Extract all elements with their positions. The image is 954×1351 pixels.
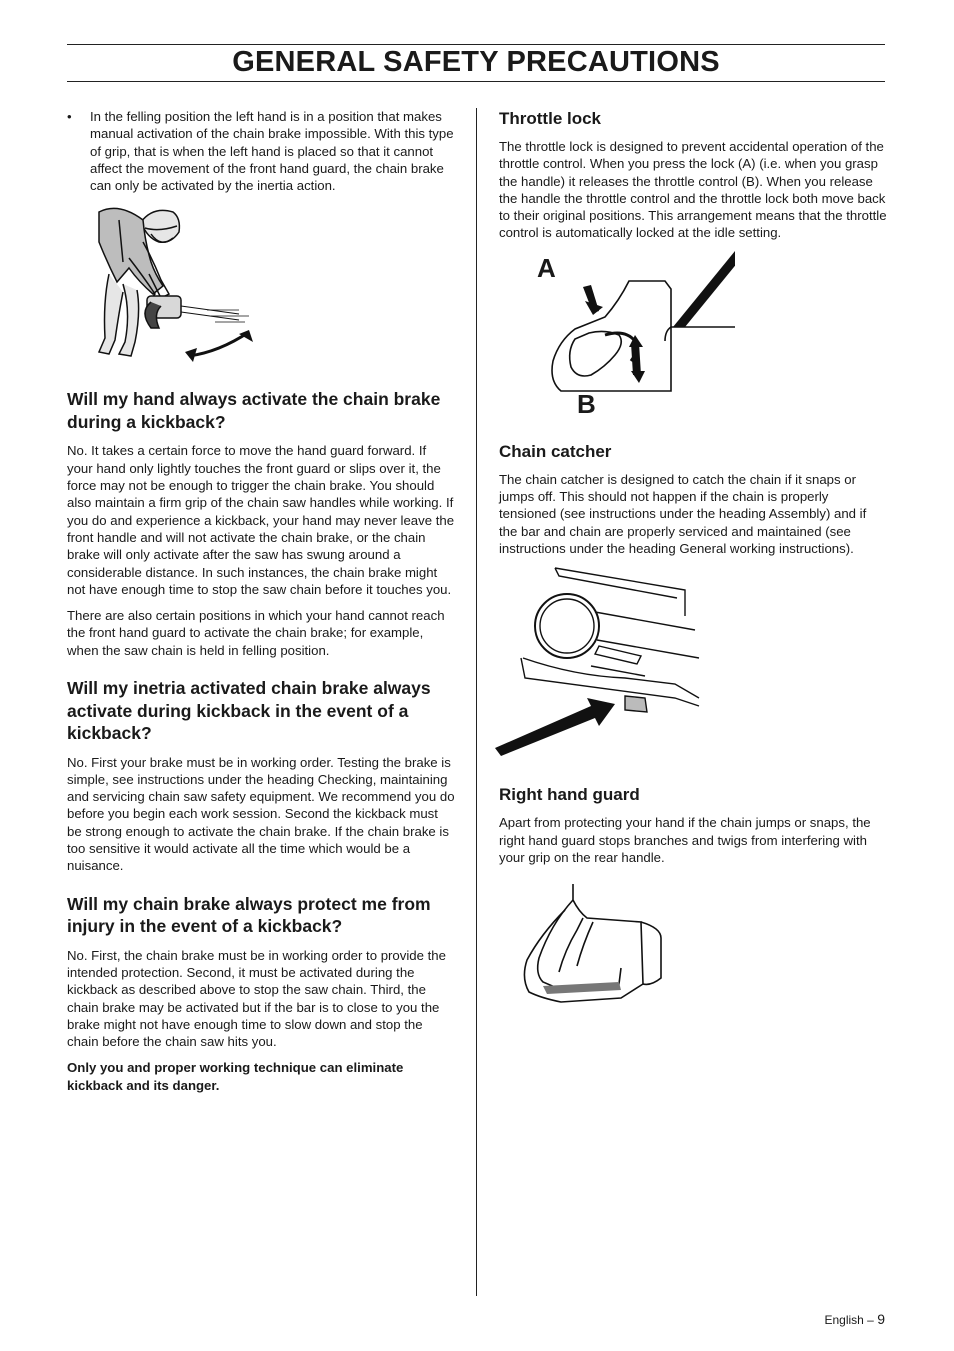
heading-right-hand-guard: Right hand guard (499, 785, 640, 805)
paragraph-brake-protect: No. First, the chain brake must be in working order to provide the intended protection. Second, it must be activated during the kickback as described above to stop the saw chain. Third, the chain brake may be activated but if the bar is to close to you the brake might not have enough time to slow down and stop the chain before the chain saw hits you. (67, 947, 446, 1050)
page-title: GENERAL SAFETY PRECAUTIONS (232, 46, 720, 78)
paragraph-throttle-lock: The throttle lock is designed to prevent accidental operation of the throttle control. When you press the lock (A) (i.e. when you grasp the handle) it releases the throttle control (B). When you release the handle the throttle control and the throttle lock both move back to their original positions. This arrangement means that the throttle control is automatically locked at the idle setting. (499, 139, 887, 241)
column-divider (476, 108, 477, 1296)
footer-dash: – (867, 1313, 874, 1327)
felling-position-illustration (89, 202, 289, 370)
bullet-text: In the felling position the left hand is in a position that makes manual activation of the chain brake impossible. With this type of grip, that is when the left hand is placed so that it cannot affect the movement of the front hand guard, the chain brake can only be activated by the inertia action. (90, 109, 454, 194)
header-bottom-rule (67, 81, 885, 82)
throttle-lock-illustration (535, 251, 735, 431)
chain-catcher-illustration (495, 566, 705, 758)
bullet-dot: • (67, 109, 72, 124)
paragraph-hand-positions: There are also certain positions in which your hand cannot reach the front hand guard to activate the chain brake; for example, when the saw chain is held in felling position. (67, 608, 445, 658)
page-footer (824, 1311, 885, 1327)
bullet-item (67, 108, 455, 194)
right-column (499, 108, 887, 1028)
heading-chain-catcher: Chain catcher (499, 441, 612, 461)
paragraph-technique-warning: Only you and proper working technique can eliminate kickback and its danger. (67, 1060, 404, 1093)
label-b: B (577, 388, 596, 419)
left-column (67, 108, 455, 1103)
label-a: A (537, 252, 556, 283)
heading-throttle-lock: Throttle lock (499, 109, 602, 128)
page-number: 9 (877, 1311, 885, 1327)
paragraph-chain-catcher: The chain catcher is designed to catch the chain if it snaps or jumps off. This should not happen if the chain is properly tensioned (see instructions under the heading Assembly) and if the bar and chain are properly serviced and maintained (see instructions under the heading General working instructions). (499, 471, 867, 556)
footer-language: English (824, 1313, 864, 1327)
paragraph-right-hand-guard: Apart from protecting your hand if the chain jumps or snaps, the right hand guard stops branches and twigs from interfering with your grip on the rear handle. (499, 815, 871, 865)
heading-hand-activate: Will my hand always activate the chain brake during a kickback? (67, 389, 441, 432)
heading-inertia-brake: Will my inetria activated chain brake always activate during kickback in the event of a kickback? (67, 678, 431, 744)
paragraph-inertia-brake: No. First your brake must be in working order. Testing the brake is simple, see instructions under the heading Checking, maintaining and servicing chain saw safety equipment. We recommend you do before you begin each work session. Second the kickback must be strong enough to activate the chain brake. If the chain brake is too sensitive it would activate all the time which would be a nuisance. (67, 754, 455, 874)
throttle-lock-figure (535, 251, 735, 431)
paragraph-hand-force: No. It takes a certain force to move the hand guard forward. If your hand only lightly touches the front guard or slips over it, the force may not be enough to trigger the chain brake. You should also maintain a firm grip of the chain saw handles while working. If you do and experience a kickback, your hand may never leave the front handle and will not activate the chain brake, or the chain brake will only activate after the saw has swung around a considerable distance. In such instances, the chain brake might not have enough time to stop the saw chain before it touches you. (67, 443, 455, 597)
right-hand-guard-illustration (521, 878, 681, 1028)
heading-brake-protect: Will my chain brake always protect me from injury in the event of a kickback? (67, 893, 431, 937)
